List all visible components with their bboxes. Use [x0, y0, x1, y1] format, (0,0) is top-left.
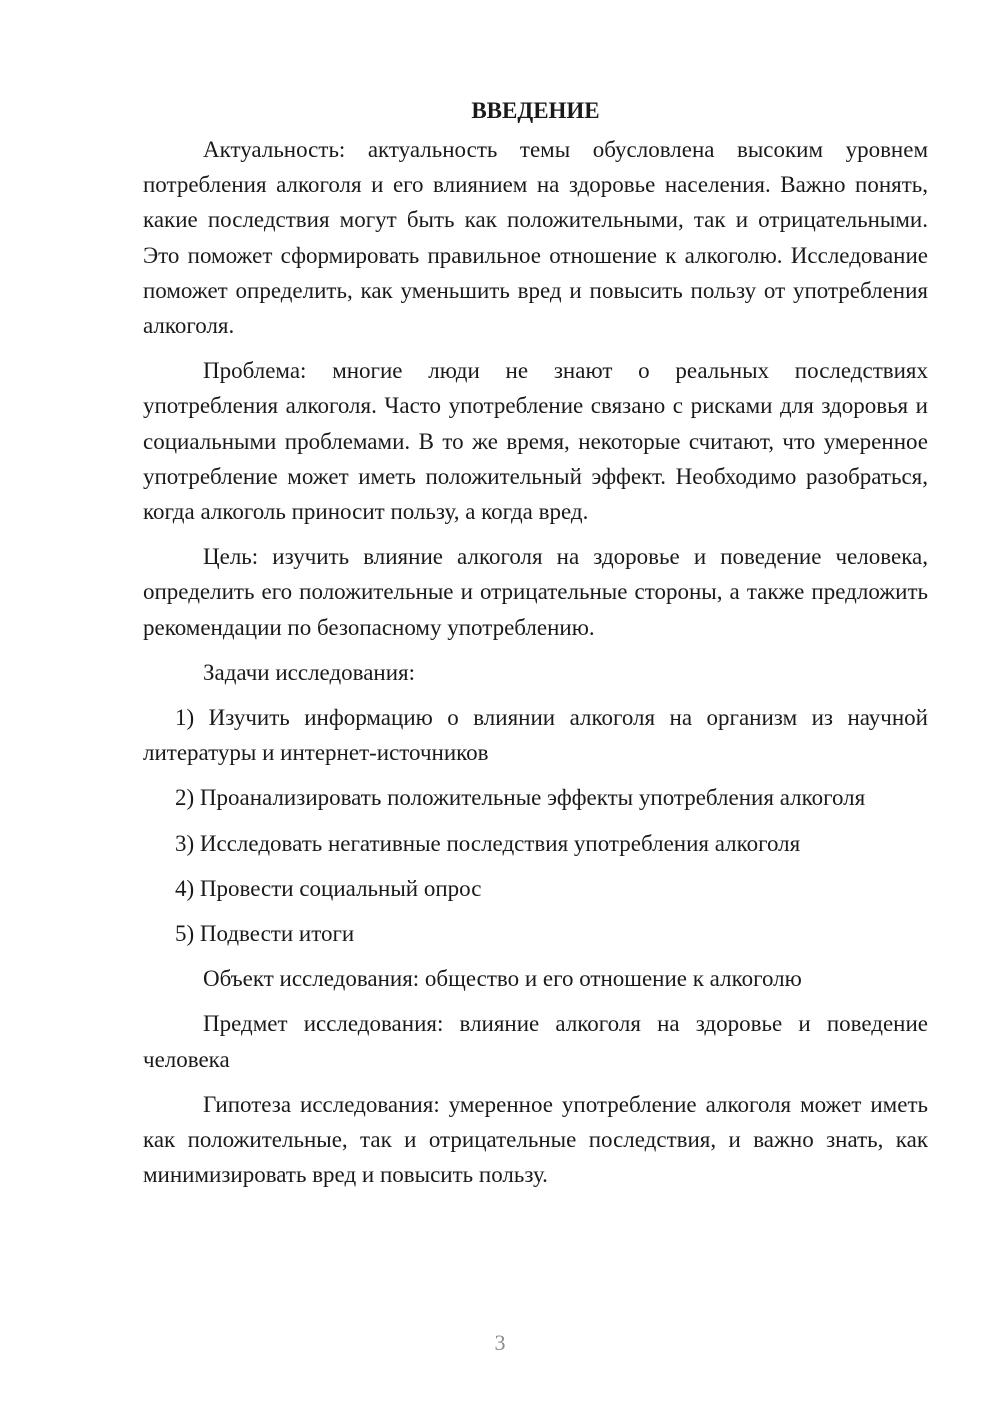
task-item-1: 1) Изучить информацию о влиянии алкоголя на организм из научной литературы и интернет-источников [143, 705, 928, 766]
paragraph-goal: Цель: изучить влияние алкоголя на здоровье и поведение человека, определить его положительные и отрицательные стороны, а также предложить рекомендации по безопасному употреблению. [143, 544, 928, 640]
page-number: 3 [494, 1330, 506, 1355]
paragraph-object: Объект исследования: общество и его отношение к алкоголю [203, 966, 802, 992]
paragraph-relevance: Актуальность: актуальность темы обусловлена высоким уровнем потребления алкоголя и его влиянием на здоровье населения. Важно понять, какие последствия могут быть как положительными, так и отрицательными. Это поможет сформировать правильное отношение к алкоголю. Исследование поможет определить, как уменьшить вред и повысить пользу от употребления алкоголя. [143, 137, 928, 339]
paragraph-problem: Проблема: многие люди не знают о реальных последствиях употребления алкоголя. Часто употребление связано с рисками для здоровья и социальными проблемами. В то же время, некоторые считают, что умеренное употребление может иметь положительный эффект. Необходимо разобраться, когда алкоголь приносит пользу, а когда вред. [143, 358, 928, 525]
task-item-3: 3) Исследовать негативные последствия употребления алкоголя [175, 830, 801, 856]
paragraph-hypothesis: Гипотеза исследования: умеренное употребление алкоголя может иметь как положительные, так и отрицательные последствия, и важно знать, как минимизировать вред и повысить пользу. [143, 1091, 928, 1188]
section-title: ВВЕДЕНИЕ [471, 98, 600, 123]
task-item-2: 2) Проанализировать положительные эффекты употребления алкоголя [175, 785, 866, 811]
paragraph-subject: Предмет исследования: влияние алкоголя на здоровье и поведение человека [143, 1011, 928, 1072]
task-item-5: 5) Подвести итоги [175, 921, 355, 947]
paragraph-tasks-heading: Задачи исследования: [203, 659, 416, 685]
document-page [143, 93, 928, 1202]
task-item-4: 4) Провести социальный опрос [175, 875, 482, 901]
